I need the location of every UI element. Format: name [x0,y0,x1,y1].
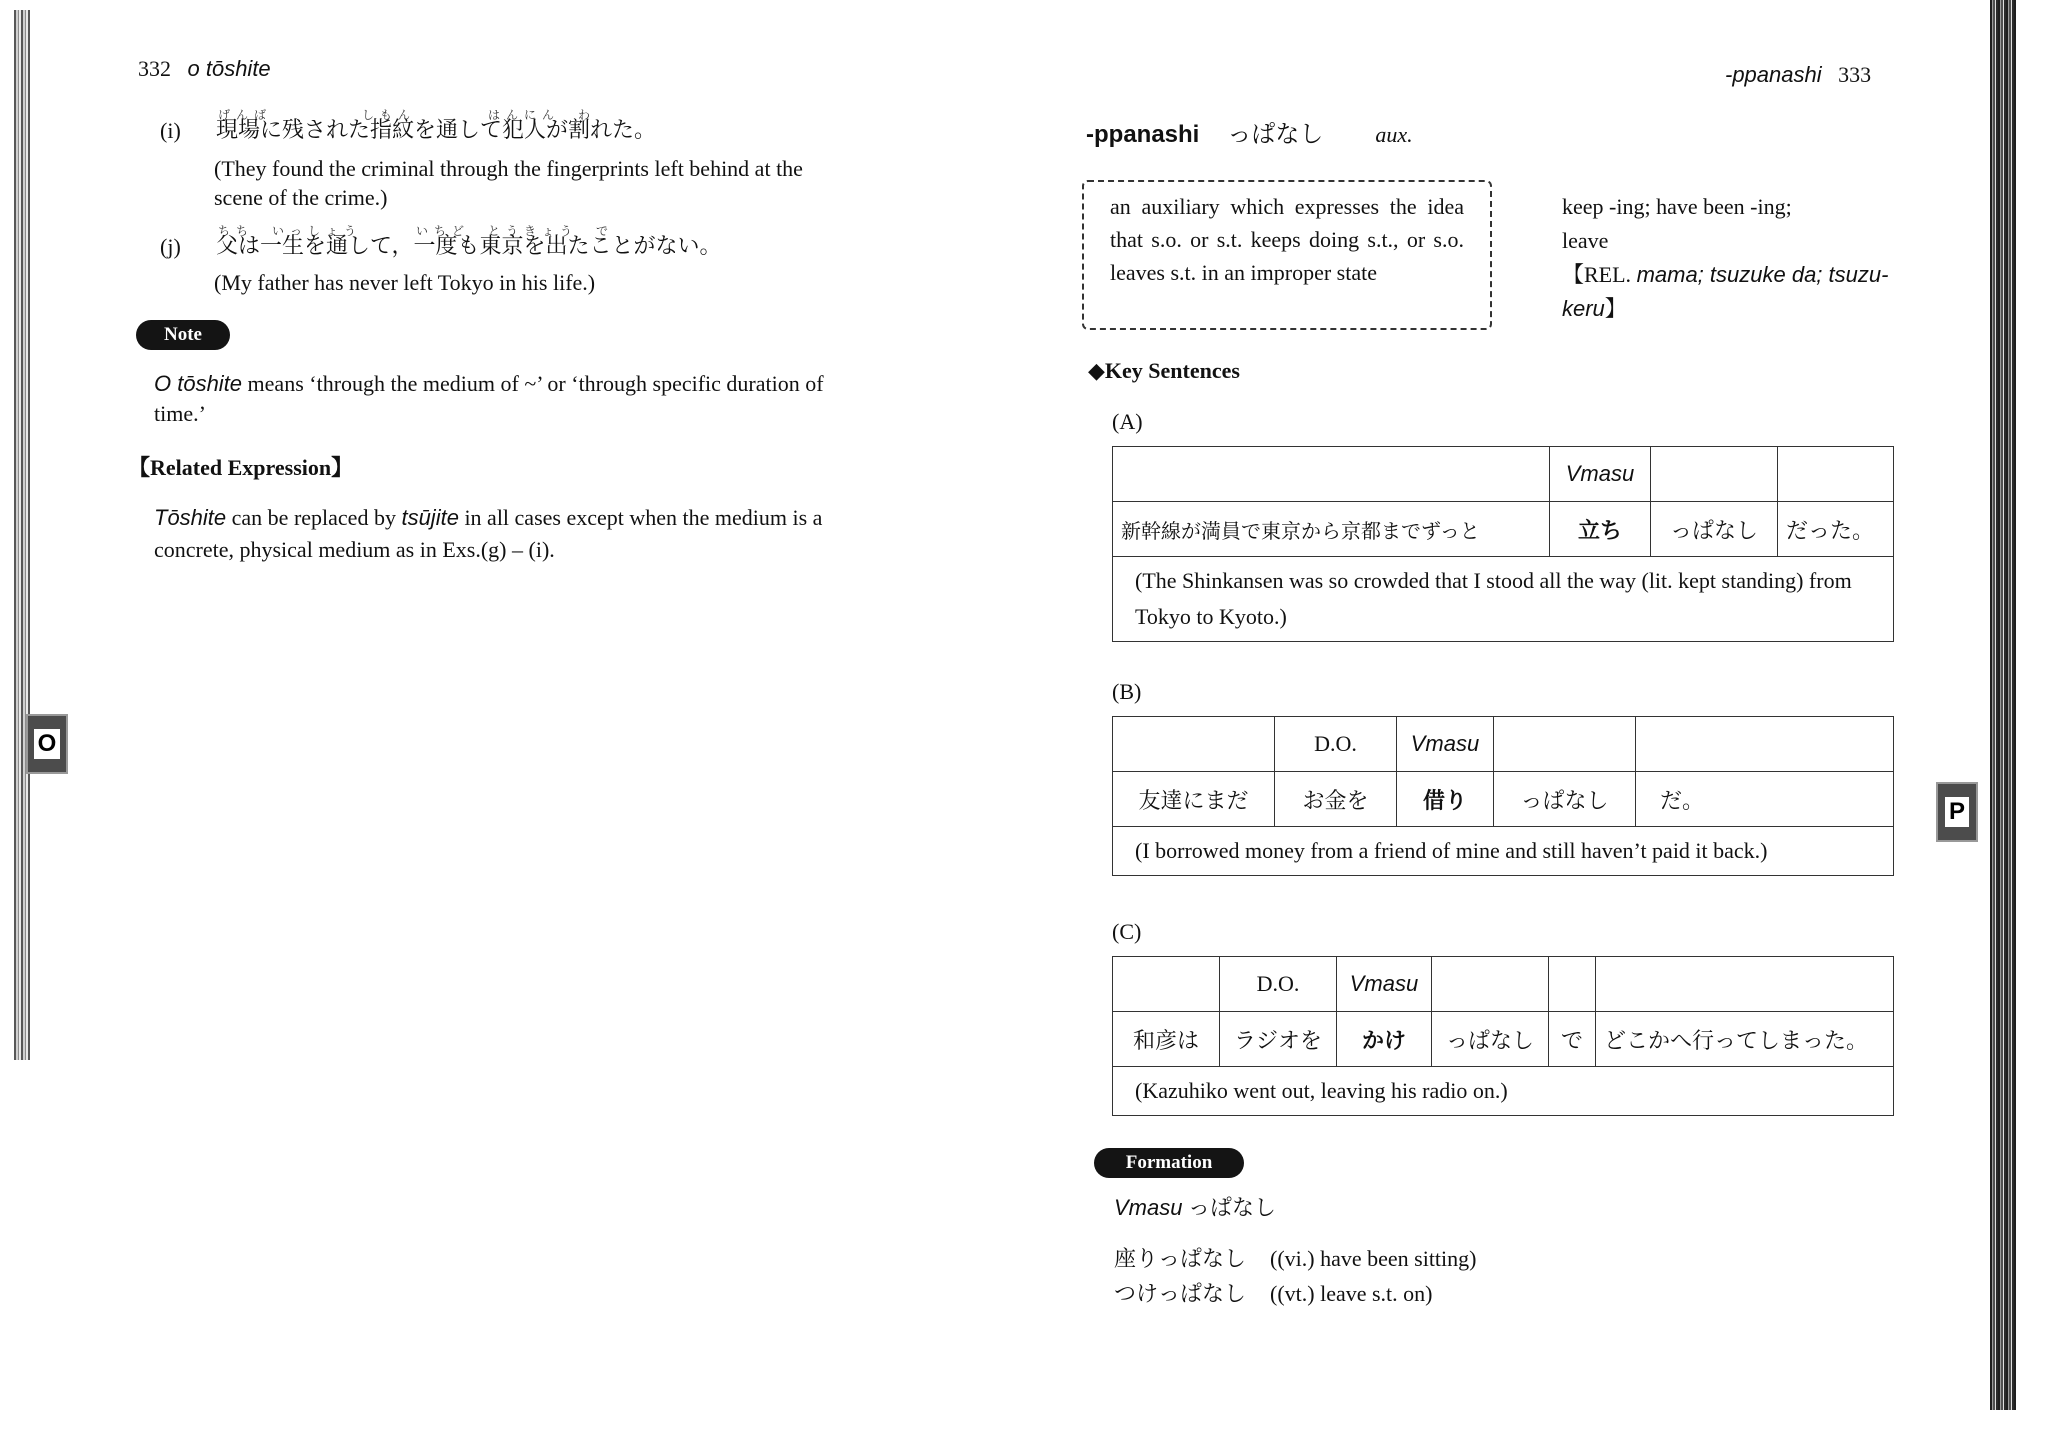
formation-example-row [1114,1277,1477,1312]
sentence-c-cell: っぱなし [1432,1012,1549,1067]
entry-header [1086,114,1413,149]
sentence-b-label: (B) [1112,679,1142,704]
sentence-a-cell: 新幹線が満員で東京から京都までずっと [1113,502,1550,557]
sentence-a-label: (A) [1112,409,1143,434]
rel-line [1562,258,1892,292]
sentence-b-cell: 友達にまだ [1113,772,1275,827]
sentence-c-cell: で [1549,1012,1596,1067]
note-text-1: means ‘through the medium of ~’ or ‘through specific duration of [242,371,824,396]
formation-examples [1114,1242,1477,1312]
definition-text: an auxiliary which expresses the idea that s.o. or s.t. keeps doing s.t., or s.o. leaves s.t. in an improper state [1110,194,1464,285]
sentence-b-header-cell: Vmasu [1397,717,1494,772]
sentence-b-header-cell [1494,717,1636,772]
sentence-c-cell: かけ [1337,1012,1432,1067]
example-i-japanese: 現場に残された指紋を通して犯人が割れた。 [216,118,657,143]
sentence-a-header-cell: Vmasu [1550,447,1651,502]
formation-example-jp: 座りっぱなし [1114,1247,1247,1272]
rel-items: mama; tsuzuke da; tsuzu- [1636,262,1889,287]
example-j-japanese: 父は一生を通して，一度も東京を出たことがない。 [216,234,722,259]
sentence-a-translation: (The Shinkansen was so crowded that I stood all the way (lit. kept standing) from Tokyo to Kyoto.) [1113,557,1894,642]
sentence-c-header-cell [1432,957,1549,1012]
related-text-line-1 [154,502,954,533]
sentence-a-header-cell [1651,447,1778,502]
note-label: Note [136,320,230,350]
key-sentences-heading: ◆Key Sentences [1088,358,1240,383]
rel-suffix: 】 [1604,296,1627,321]
related-term-tsujite: tsūjite [401,505,459,530]
left-page-number: 332 [138,56,171,81]
sentence-b-cell: お金を [1275,772,1397,827]
left-head-title: o tōshite [187,56,271,81]
sentence-a-table [1112,446,1894,642]
related-text-1: in all cases except when the medium is a [458,505,823,530]
sentence-b-cell: 借り [1397,772,1494,827]
sentence-a-header-cell [1113,447,1550,502]
related-expression-heading: 【Related Expression】 [128,455,354,480]
note-text-line-1 [154,368,944,399]
formation-example-row [1114,1242,1477,1277]
gloss-line-1: keep -ing; have been -ing; [1562,194,1792,219]
sentence-b-table [1112,716,1894,876]
sentence-a-cell: だった。 [1778,502,1894,557]
sentence-b-header-cell [1636,717,1894,772]
formation-pattern-v: Vmasu [1114,1195,1183,1220]
sentence-b-translation: (I borrowed money from a friend of mine and still haven’t paid it back.) [1113,827,1894,876]
sentence-b-header-cell [1113,717,1275,772]
sentence-c-header-cell: Vmasu [1337,957,1432,1012]
related-text-2: concrete, physical medium as in Exs.(g) – (i). [154,537,555,562]
gloss-block [1562,190,1892,326]
sentence-c-header-cell [1549,957,1596,1012]
formation-example-en: ((vt.) leave s.t. on) [1270,1281,1433,1306]
formation-example-jp: つけっぱなし [1114,1282,1247,1307]
example-i-english-1: (They found the criminal through the fingerprints left behind at the [214,156,803,181]
gloss-line-2: leave [1562,228,1609,253]
sentence-c-cell: 和彦は [1113,1012,1220,1067]
formation-example-en: ((vi.) have been sitting) [1270,1246,1477,1271]
entry-word: -ppanashi [1086,121,1200,148]
thumb-index-o [26,714,68,774]
entry-part-of-speech: aux. [1375,122,1413,147]
note-text-2: time.’ [154,401,206,426]
right-page-number: 333 [1838,62,1872,87]
sentence-c-label: (C) [1112,919,1142,944]
example-j-english: (My father has never left Tokyo in his life.) [214,270,596,295]
sentence-c-table [1112,956,1894,1116]
entry-kana: っぱなし [1227,120,1324,148]
rel-line-2 [1562,292,1892,326]
example-i-furigana: げんば しもん はんにん わ [218,108,597,122]
example-j-label: (j) [160,234,181,259]
related-term-toshite: Tōshite [154,505,227,530]
sentence-b-cell: だ。 [1636,772,1894,827]
formation-label: Formation [1094,1148,1244,1178]
example-i-label: (i) [160,118,181,143]
sentence-c-header-cell [1113,957,1220,1012]
sentence-c-translation: (Kazuhiko went out, leaving his radio on.) [1113,1067,1894,1116]
rel-items-2: keru [1562,296,1605,321]
formation-pattern-jp: っぱなし [1187,1196,1276,1221]
sentence-c-cell: ラジオを [1220,1012,1337,1067]
sentence-b-header-cell: D.O. [1275,717,1397,772]
sentence-c-header-cell [1596,957,1894,1012]
formation-pattern [1114,1192,1276,1224]
example-i-english-2: scene of the crime.) [214,185,388,210]
definition-box [1082,180,1492,330]
rel-prefix: 【REL. [1562,262,1637,287]
sentence-c-cell: どこかへ行ってしまった。 [1596,1012,1894,1067]
left-running-head [138,56,271,82]
sentence-a-cell: 立ち [1550,502,1651,557]
right-head-title: -ppanashi [1725,62,1822,87]
sentence-c-header-cell: D.O. [1220,957,1337,1012]
sentence-a-cell: っぱなし [1651,502,1778,557]
related-mid: can be replaced by [226,505,402,530]
note-term: O tōshite [154,371,243,396]
thumb-index-o-letter: O [34,729,61,759]
example-j-furigana: ちち いっしょう いちど とうきょう で [218,224,615,238]
right-running-head [1725,62,1871,88]
thumb-index-p-letter: P [1945,797,1969,827]
left-page-edge [14,10,30,1060]
right-page-edge [1990,0,2016,1410]
sentence-b-cell: っぱなし [1494,772,1636,827]
thumb-index-p [1936,782,1978,842]
sentence-a-header-cell [1778,447,1894,502]
